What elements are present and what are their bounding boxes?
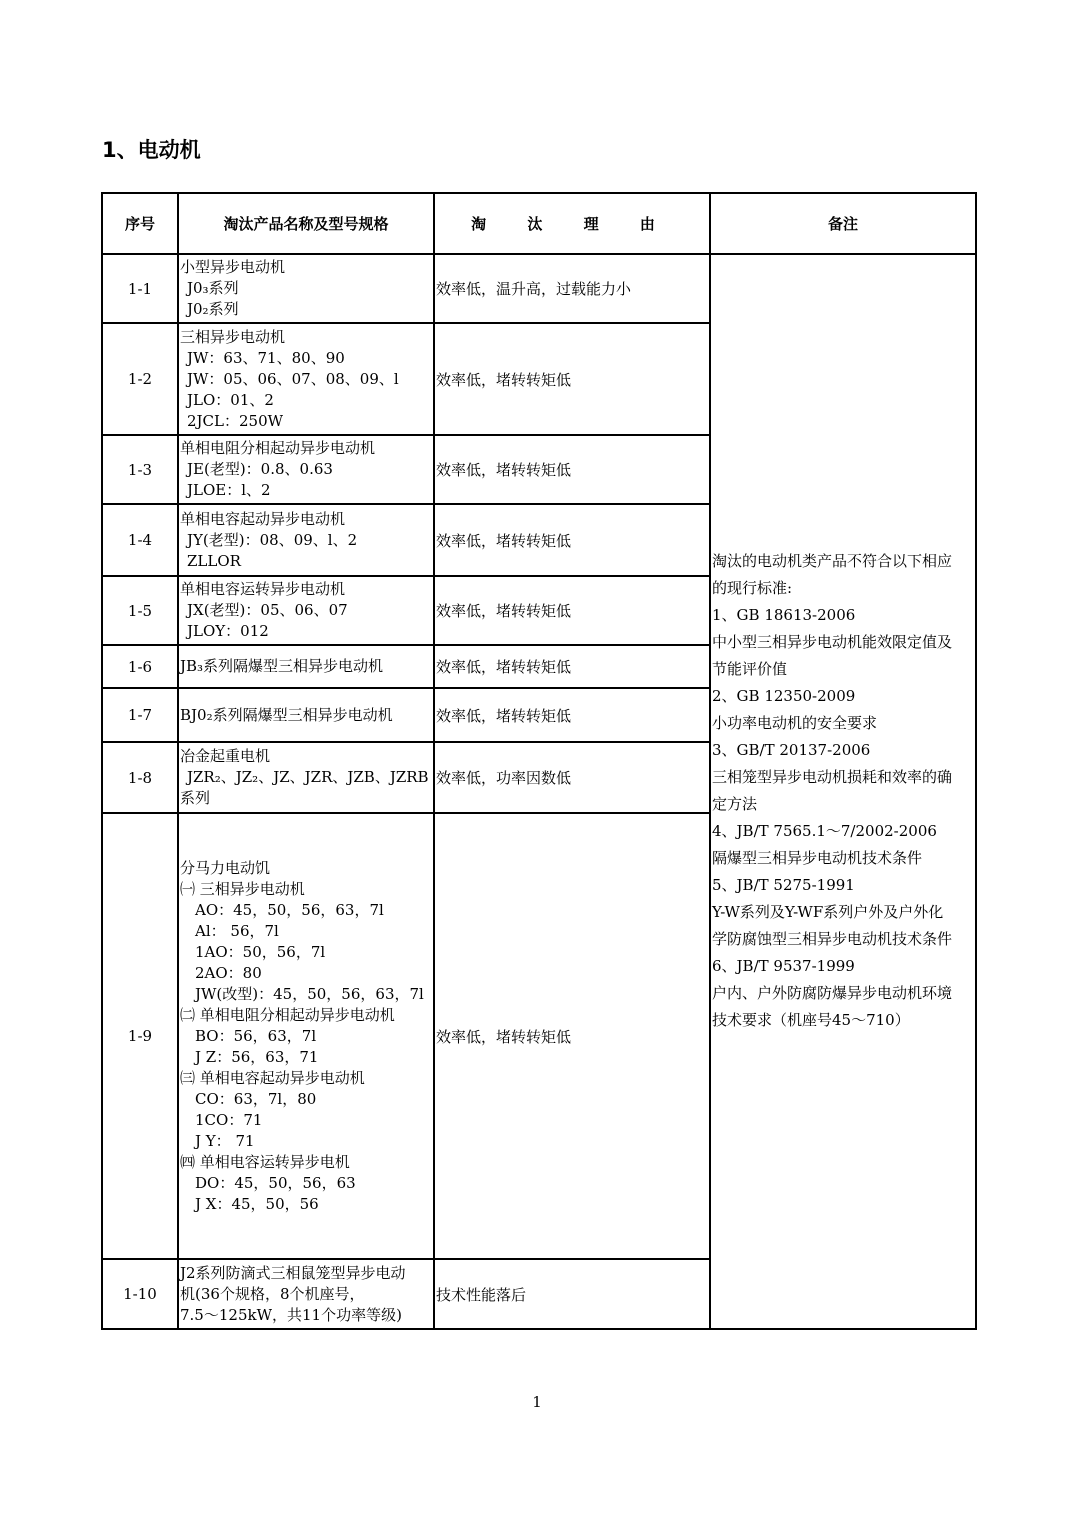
row-num: 1-6 (102, 645, 178, 688)
row-reason: 效率低，堵转转矩低 (434, 688, 710, 742)
name-line: J X：45，50，56 (195, 1194, 319, 1213)
row-reason: 效率低，功率因数低 (434, 742, 710, 813)
note-line: 技术要求（机座号45～710） (712, 1011, 910, 1029)
note-line: 隔爆型三相异步电动机技术条件 (712, 849, 923, 867)
note-line: 3、GB/T 20137-2006 (712, 741, 871, 759)
note-line: 6、JB/T 9537-1999 (712, 957, 855, 975)
note-line: 4、JB/T 7565.1～7/2002-2006 (712, 822, 937, 840)
name-line: JB₃系列隔爆型三相异步电动机 (180, 657, 384, 675)
note-line: 户内、户外防腐防爆异步电动机环境 (712, 984, 953, 1002)
row-reason: 效率低，堵转转矩低 (434, 435, 710, 504)
row-num: 1-2 (102, 323, 178, 435)
row-name (178, 576, 434, 645)
name-line: 单相电阻分相起动异步电动机 (180, 439, 376, 457)
name-line: 单相电容运转异步电动机 (180, 580, 346, 598)
row-reason: 效率低，堵转转矩低 (434, 504, 710, 576)
note-line: 淘汰的电动机类产品不符合以下相应 (712, 552, 953, 570)
row-reason: 效率低，堵转转矩低 (434, 813, 710, 1259)
row-name (178, 688, 434, 742)
table-row (102, 254, 976, 323)
note-line: 节能评价值 (712, 660, 788, 678)
page-number: 1 (532, 1393, 542, 1411)
name-line: 三相异步电动机 (180, 327, 286, 346)
row-name (178, 254, 434, 323)
name-line: 机(36个规格，8个机座号， (180, 1284, 365, 1303)
name-line: 1CO：71 (195, 1110, 263, 1129)
name-line: JZR₂、JZ₂、JZ、JZR、JZB、JZRB (187, 768, 429, 786)
note-line: 小功率电动机的安全要求 (712, 714, 878, 732)
name-line: 2AO：80 (195, 963, 262, 982)
name-line: J0₃系列 (187, 279, 239, 297)
name-line: J Y： 71 (195, 1131, 255, 1150)
note-line: 学防腐蚀型三相异步电动机技术条件 (712, 930, 953, 948)
section-heading: 1、电动机 (102, 138, 201, 162)
name-line: 2JCL：250W (187, 411, 284, 430)
name-line: DO：45，50，56，63 (195, 1173, 356, 1192)
name-line: 分马力电动饥 (180, 858, 271, 877)
name-line: AO：45，50，56，63，7l (195, 900, 384, 919)
row-num: 1-4 (102, 504, 178, 576)
row-name (178, 323, 434, 435)
row-name (178, 645, 434, 688)
name-line: 单相电容起动异步电动机 (180, 509, 346, 528)
header-num: 序号 (102, 193, 178, 254)
row-name (178, 435, 434, 504)
note-line: 2、GB 12350-2009 (712, 687, 856, 705)
name-line: J2系列防滴式三相鼠笼型异步电动 (180, 1263, 406, 1282)
name-line: JW：05、06、07、08、09、l (187, 369, 399, 388)
eliminated-motors-table (101, 192, 977, 1330)
name-line: 7.5～125kW，共11个功率等级) (180, 1305, 402, 1324)
name-line: 系列 (180, 789, 211, 807)
header-note: 备注 (710, 193, 976, 254)
name-line: ㈠ 三相异步电动机 (180, 879, 305, 898)
header-name: 淘汰产品名称及型号规格 (178, 193, 434, 254)
row-reason: 效率低，温升高，过载能力小 (434, 254, 710, 323)
name-line: JLOY：012 (187, 622, 269, 640)
name-line: CO：63，7l，80 (195, 1089, 317, 1108)
name-line: JY(老型)：08、09、l、2 (187, 530, 358, 549)
name-line: ㈢ 单相电容起动异步电动机 (180, 1068, 365, 1087)
name-line: JLO：01、2 (187, 390, 274, 409)
row-reason: 效率低，堵转转矩低 (434, 576, 710, 645)
name-line: ZLLOR (187, 551, 241, 570)
row-name (178, 742, 434, 813)
note-line: 中小型三相异步电动机能效限定值及 (712, 633, 953, 651)
row-num: 1-10 (102, 1259, 178, 1329)
name-line: ㈡ 单相电阻分相起动异步电动机 (180, 1005, 395, 1024)
row-reason: 效率低，堵转转矩低 (434, 323, 710, 435)
note-line: Y-W系列及Y-WF系列户外及户外化 (712, 903, 944, 921)
name-line: JW：63、71、80、90 (187, 348, 345, 367)
name-line: 1AO：50，56，7l (195, 942, 326, 961)
name-line: JX(老型)：05、06、07 (187, 601, 348, 619)
name-line: J Z：56，63，71 (195, 1047, 319, 1066)
row-num: 1-8 (102, 742, 178, 813)
name-line: 冶金起重电机 (180, 747, 271, 765)
name-line: J0₂系列 (187, 300, 239, 318)
row-num: 1-1 (102, 254, 178, 323)
header-reason: 淘 汰 理 由 (434, 193, 710, 254)
standards-note (710, 254, 976, 1329)
row-name (178, 1259, 434, 1329)
row-reason: 效率低，堵转转矩低 (434, 645, 710, 688)
name-line: BO：56，63，7l (195, 1026, 317, 1045)
note-line: 5、JB/T 5275-1991 (712, 876, 855, 894)
note-line: 1、GB 18613-2006 (712, 606, 856, 624)
note-line: 的现行标准: (712, 579, 793, 597)
name-line: Al： 56，7l (195, 921, 279, 940)
note-line: 定方法 (712, 795, 758, 813)
name-line: 小型异步电动机 (180, 258, 286, 276)
row-num: 1-9 (102, 813, 178, 1259)
row-name (178, 813, 434, 1259)
note-line: 三相笼型异步电动机损耗和效率的确 (712, 768, 953, 786)
row-num: 1-3 (102, 435, 178, 504)
name-line: JW(改型)：45，50，56，63，7l (195, 984, 424, 1003)
row-num: 1-5 (102, 576, 178, 645)
row-name (178, 504, 434, 576)
name-line: JLOE：l、2 (187, 481, 271, 499)
row-num: 1-7 (102, 688, 178, 742)
row-reason: 技术性能落后 (434, 1259, 710, 1329)
name-line: ㈣ 单相电容运转异步电机 (180, 1152, 350, 1171)
table-header-row (102, 193, 976, 254)
name-line: JE(老型)：0.8、0.63 (187, 460, 333, 478)
name-line: BJ0₂系列隔爆型三相异步电动机 (180, 705, 393, 724)
